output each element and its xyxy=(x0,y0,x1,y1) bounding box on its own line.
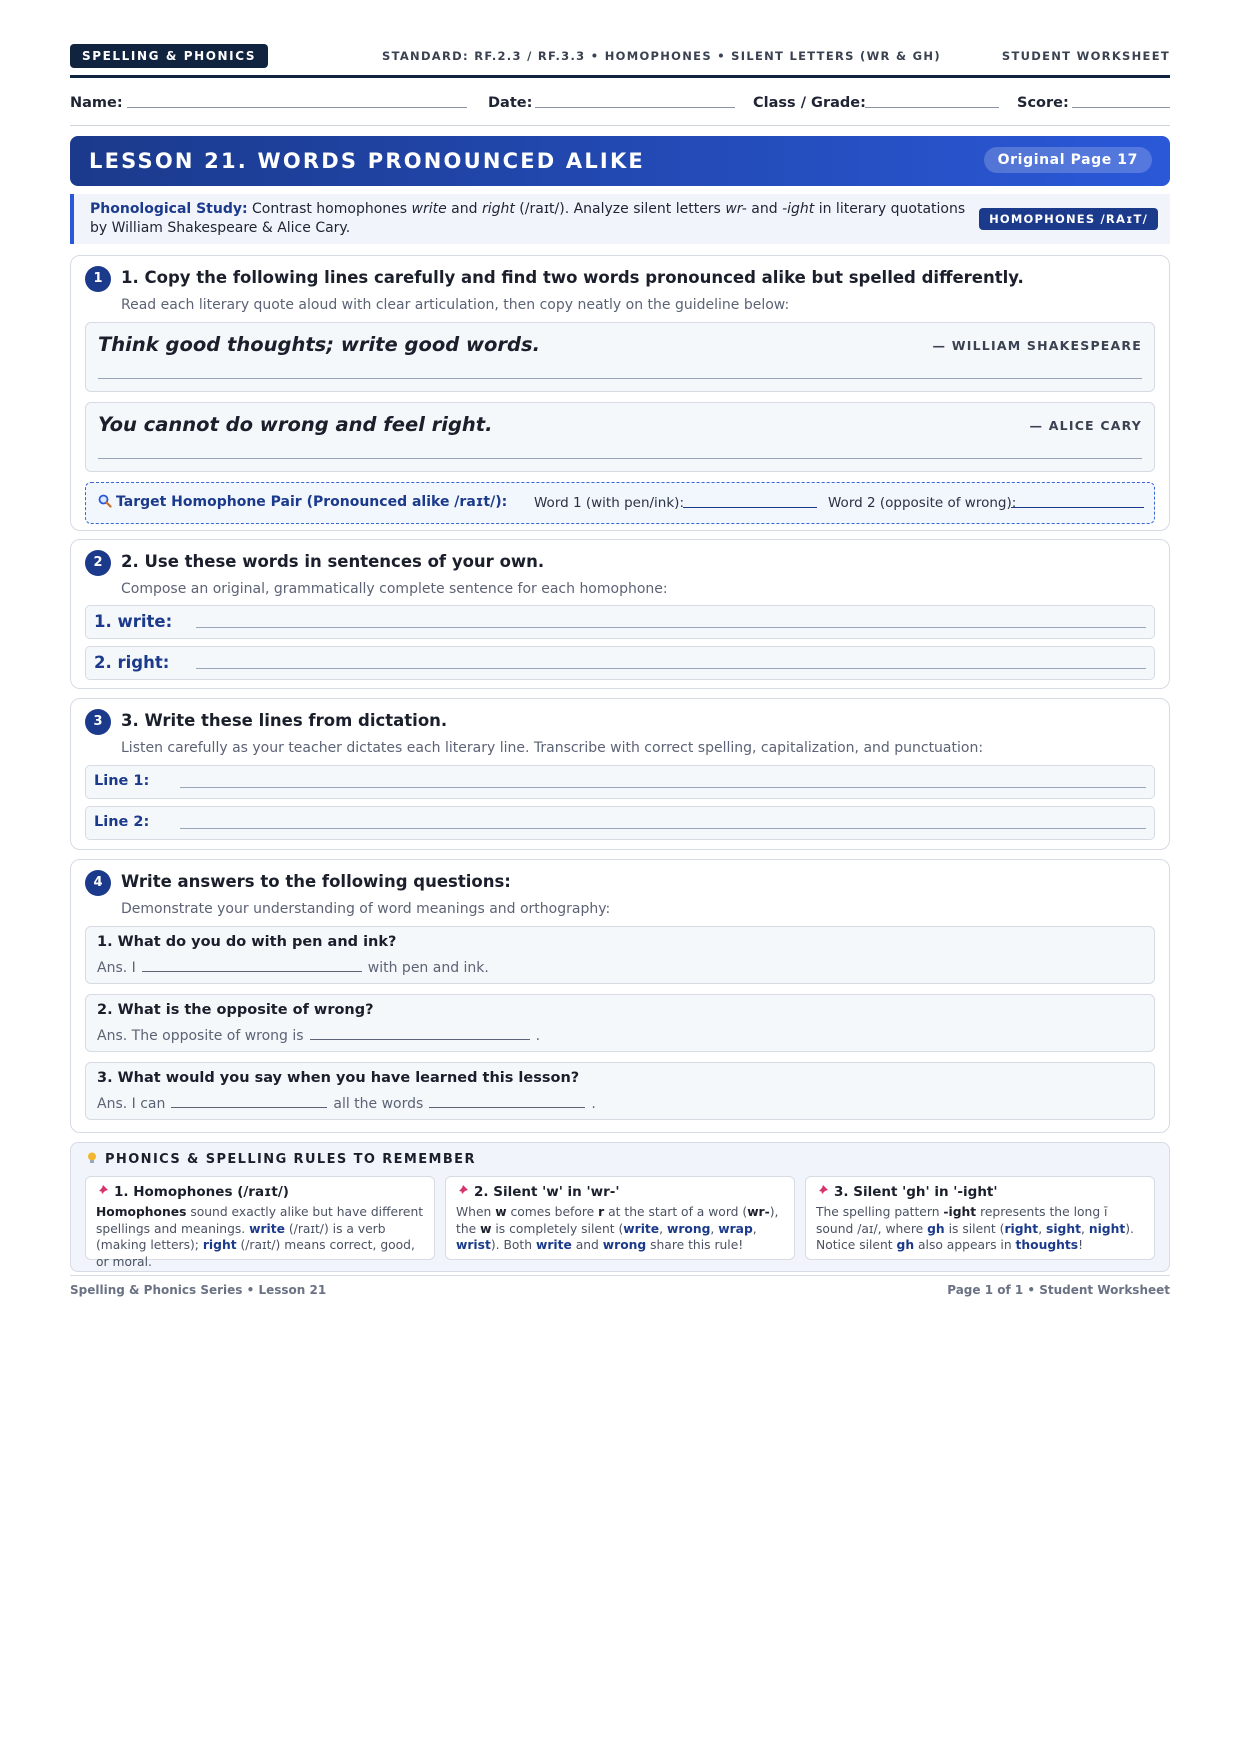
class-grade-label: Class / Grade: xyxy=(753,95,866,111)
sentence-line-write[interactable] xyxy=(196,627,1146,628)
section-2-subtitle: Compose an original, grammatically complete sentence for each homophone: xyxy=(121,581,668,597)
section-4-title: Write answers to the following questions: xyxy=(121,872,511,891)
header-divider xyxy=(70,75,1170,78)
answer-line: Ans. I can all the words . xyxy=(97,1096,596,1112)
section-questions xyxy=(70,859,1170,1133)
student-info-row xyxy=(70,95,1170,115)
sentence-row-label: 1. write: xyxy=(94,612,173,631)
word2-field[interactable] xyxy=(1011,507,1144,508)
rule-card-silent-w xyxy=(445,1176,795,1260)
rule-card-homophones xyxy=(85,1176,435,1269)
footer-series: Spelling & Phonics Series • Lesson 21 xyxy=(70,1283,327,1297)
rules-heading: PHONICS & SPELLING RULES TO REMEMBER xyxy=(87,1152,476,1167)
footer-page: Page 1 of 1 • Student Worksheet xyxy=(947,1283,1170,1297)
section-dictation xyxy=(70,698,1170,850)
name-label: Name: xyxy=(70,95,123,111)
question-text: 1. What do you do with pen and ink? xyxy=(97,934,397,950)
section-number-3: 3 xyxy=(85,709,111,735)
score-field[interactable] xyxy=(1072,107,1170,108)
target-pair-label: Target Homophone Pair (Pronounced alike /raɪt/): xyxy=(98,494,507,510)
info-divider xyxy=(70,125,1170,126)
answer-blank-2[interactable] xyxy=(429,1106,585,1108)
section-3-subtitle: Listen carefully as your teacher dictates each literary line. Transcribe with correct spelling, capitalization, and punctuation: xyxy=(121,740,984,756)
score-label: Score: xyxy=(1017,95,1069,111)
section-1-subtitle: Read each literary quote aloud with clear articulation, then copy neatly on the guideline below: xyxy=(121,297,790,313)
lesson-title: LESSON 21. WORDS PRONOUNCED ALIKE xyxy=(89,149,645,173)
lesson-banner xyxy=(70,136,1170,186)
sentence-row-right xyxy=(85,646,1155,680)
lightbulb-icon xyxy=(87,1152,97,1164)
rule-title: 3. Silent 'gh' in '-ight' xyxy=(816,1184,998,1200)
quote-text: Think good thoughts; write good words. xyxy=(98,333,540,356)
dictation-row-label: Line 1: xyxy=(94,773,150,789)
sentence-line-right[interactable] xyxy=(196,668,1146,669)
worksheet-type-label: STUDENT WORKSHEET xyxy=(1001,49,1170,63)
section-copy-lines xyxy=(70,255,1170,531)
class-grade-field[interactable] xyxy=(865,107,999,108)
quote-card-cary xyxy=(85,402,1155,472)
quote-author: — ALICE CARY xyxy=(1029,418,1142,433)
dictation-line-1[interactable] xyxy=(180,787,1146,788)
dictation-row-2 xyxy=(85,806,1155,840)
phonics-rules-box xyxy=(70,1142,1170,1272)
word2-label: Word 2 (opposite of wrong): xyxy=(828,495,1017,511)
name-field[interactable] xyxy=(127,107,467,108)
search-icon xyxy=(98,494,112,508)
phonological-study-note xyxy=(70,194,1170,244)
section-number-1: 1 xyxy=(85,266,111,292)
quote-author: — WILLIAM SHAKESPEARE xyxy=(932,338,1142,353)
section-sentences xyxy=(70,539,1170,689)
rule-title: 2. Silent 'w' in 'wr-' xyxy=(456,1184,620,1200)
answer-blank[interactable] xyxy=(142,970,362,972)
original-page-pill: Original Page 17 xyxy=(984,147,1152,173)
quote-text: You cannot do wrong and feel right. xyxy=(98,413,493,436)
answer-line: Ans. The opposite of wrong is . xyxy=(97,1028,541,1044)
pushpin-icon xyxy=(456,1185,468,1197)
section-number-2: 2 xyxy=(85,550,111,576)
rule-card-silent-gh xyxy=(805,1176,1155,1260)
word1-field[interactable] xyxy=(683,507,817,508)
section-number-4: 4 xyxy=(85,870,111,896)
copy-guideline-2[interactable] xyxy=(98,458,1142,459)
section-3-title: 3. Write these lines from dictation. xyxy=(121,711,448,730)
answer-blank[interactable] xyxy=(310,1038,530,1040)
date-label: Date: xyxy=(488,95,533,111)
answer-line: Ans. I with pen and ink. xyxy=(97,960,489,976)
section-1-title: 1. Copy the following lines carefully and find two words pronounced alike but spelled differently. xyxy=(121,268,1024,287)
rule-body: Homophones sound exactly alike but have different spellings and meanings. write (/raɪt/) is a verb (making letters); right (/raɪt/) means correct, good, or moral. xyxy=(96,1205,424,1269)
question-card-3 xyxy=(85,1062,1155,1120)
dictation-row-1 xyxy=(85,765,1155,799)
question-card-1 xyxy=(85,926,1155,984)
quote-card-shakespeare xyxy=(85,322,1155,392)
rule-body: The spelling pattern -ight represents the long ī sound /aɪ/, where gh is silent (right, sight, night). Notice silent gh also appears in thoughts! xyxy=(816,1205,1134,1252)
dictation-row-label: Line 2: xyxy=(94,814,150,830)
standard-label: STANDARD: RF.2.3 / RF.3.3 • HOMOPHONES • SILENT LETTERS (WR & GH) xyxy=(382,49,941,63)
top-strip xyxy=(70,44,1170,70)
date-field[interactable] xyxy=(535,107,735,108)
sentence-row-label: 2. right: xyxy=(94,653,170,672)
section-4-subtitle: Demonstrate your understanding of word meanings and orthography: xyxy=(121,901,611,917)
series-brand-badge: SPELLING & PHONICS xyxy=(70,44,268,68)
sentence-row-write xyxy=(85,605,1155,639)
answer-blank-1[interactable] xyxy=(171,1106,327,1108)
rule-title: 1. Homophones (/raɪt/) xyxy=(96,1184,289,1200)
section-2-title: 2. Use these words in sentences of your own. xyxy=(121,552,545,571)
pushpin-icon xyxy=(96,1185,108,1197)
word1-label: Word 1 (with pen/ink): xyxy=(534,495,684,511)
rule-body: When w comes before r at the start of a word (wr-), the w is completely silent (write, wrong, wrap, wrist). Both write and wrong share this rule! xyxy=(456,1205,779,1252)
footer-divider xyxy=(70,1275,1170,1276)
copy-guideline-1[interactable] xyxy=(98,378,1142,379)
dictation-line-2[interactable] xyxy=(180,828,1146,829)
question-text: 3. What would you say when you have learned this lesson? xyxy=(97,1070,580,1086)
pushpin-icon xyxy=(816,1185,828,1197)
target-homophone-box xyxy=(85,482,1155,524)
homophones-badge: HOMOPHONES /RAɪT/ xyxy=(979,208,1158,230)
question-card-2 xyxy=(85,994,1155,1052)
question-text: 2. What is the opposite of wrong? xyxy=(97,1002,374,1018)
study-note-text: Phonological Study: Contrast homophones write and right (/raɪt/). Analyze silent letters wr- and -ight in literary quotations by William Shakespeare & Alice Cary. xyxy=(90,201,966,236)
